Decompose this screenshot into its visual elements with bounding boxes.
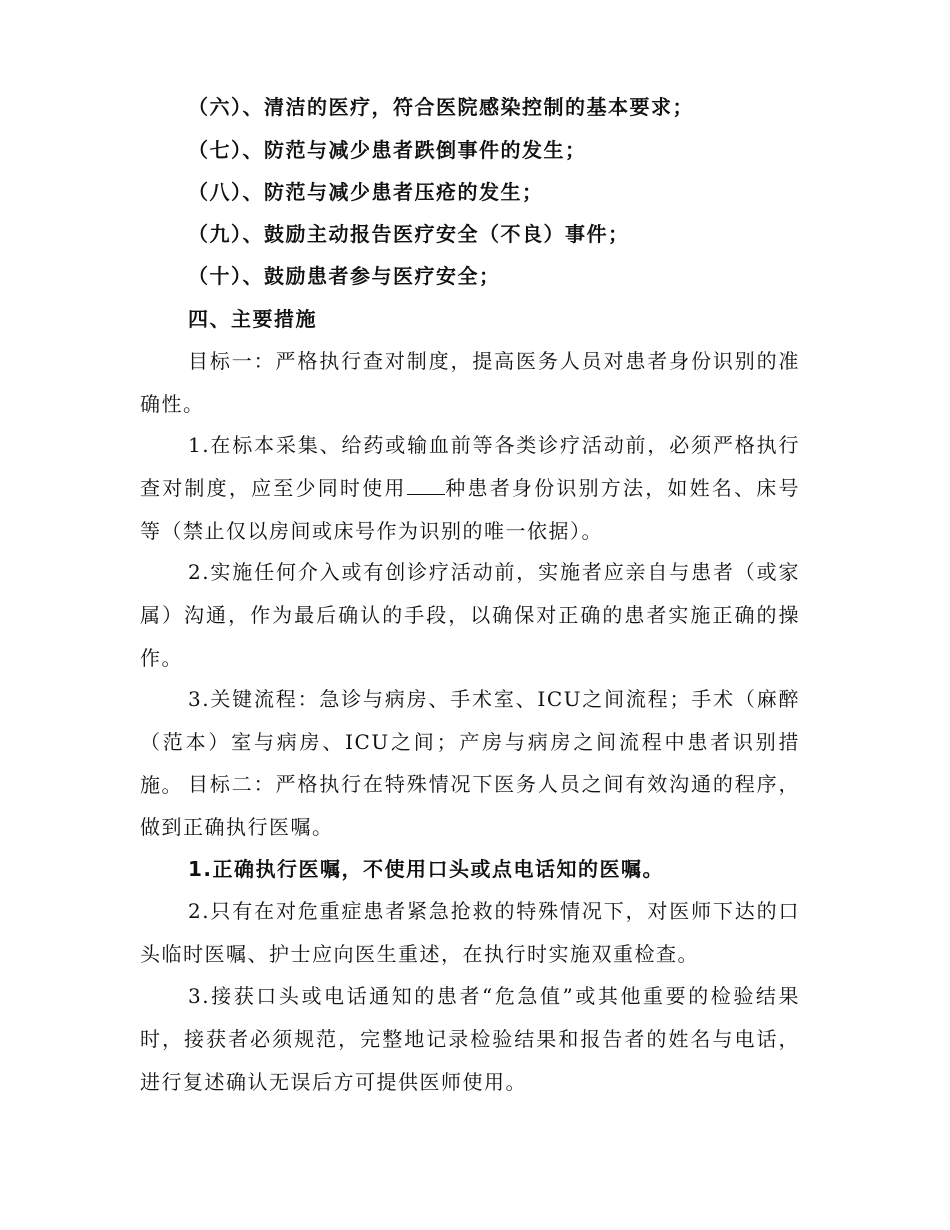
fill-in-blank [407,476,445,495]
goal-one-item-3: 3.关键流程：急诊与病房、手术室、ICU之间流程；手术（麻醉（范本）室与病房、ICU之间；产房与病房之间流程中患者识别措施。 [140,687,800,797]
list-item-8: （八）、防范与减少患者压疮的发生； [188,180,544,204]
goal-one: 目标一：严格执行查对制度，提高医务人员对患者身份识别的准确性。 [140,349,800,416]
goal-one-item-1 [140,424,800,553]
goal-one-item-1-text-after: 种患者身份识别方法，如姓名、床号等（禁止仅以房间或床号作为识别的唯一依据）。 [140,476,801,543]
list-item-10: （十）、鼓励患者参与医疗安全； [188,264,501,288]
goal-one-item-1-text-before: 1.在标本采集、给药或输血前等各类诊疗活动前，必须严格执行查对制度，应至少同时使用 [140,433,800,500]
goal-one-item-2: 2.实施任何介入或有创诊疗活动前，实施者应亲自与患者（或家属）沟通，作为最后确认的手段，以确保对正确的患者实施正确的操作。 [140,560,800,670]
list-item-9: （九）、鼓励主动报告医疗安全（不良）事件； [188,222,630,246]
goal-two-item-2: 2.只有在对危重症患者紧急抢救的特殊情况下，对医师下达的口头临时医嘱、护士应向医生重述，在执行时实施双重检查。 [140,899,800,966]
section-title: 四、主要措施 [188,307,317,331]
list-item-6: （六）、清洁的医疗，符合医院感染控制的基本要求； [188,95,694,119]
goal-two-item-1: 1.正确执行医嘱，不使用口头或点电话知的医嘱。 [188,857,665,881]
goal-two: 目标二：严格执行在特殊情况下医务人员之间有效沟通的程序，做到正确执行医嘱。 [140,772,800,839]
list-item-7: （七）、防范与减少患者跌倒事件的发生； [188,138,587,162]
goal-two-item-3: 3.接获口头或电话通知的患者“危急值”或其他重要的检验结果时，接获者必须规范，完整地记录检验结果和报告者的姓名与电话，进行复述确认无误后方可提供医师使用。 [140,984,800,1094]
